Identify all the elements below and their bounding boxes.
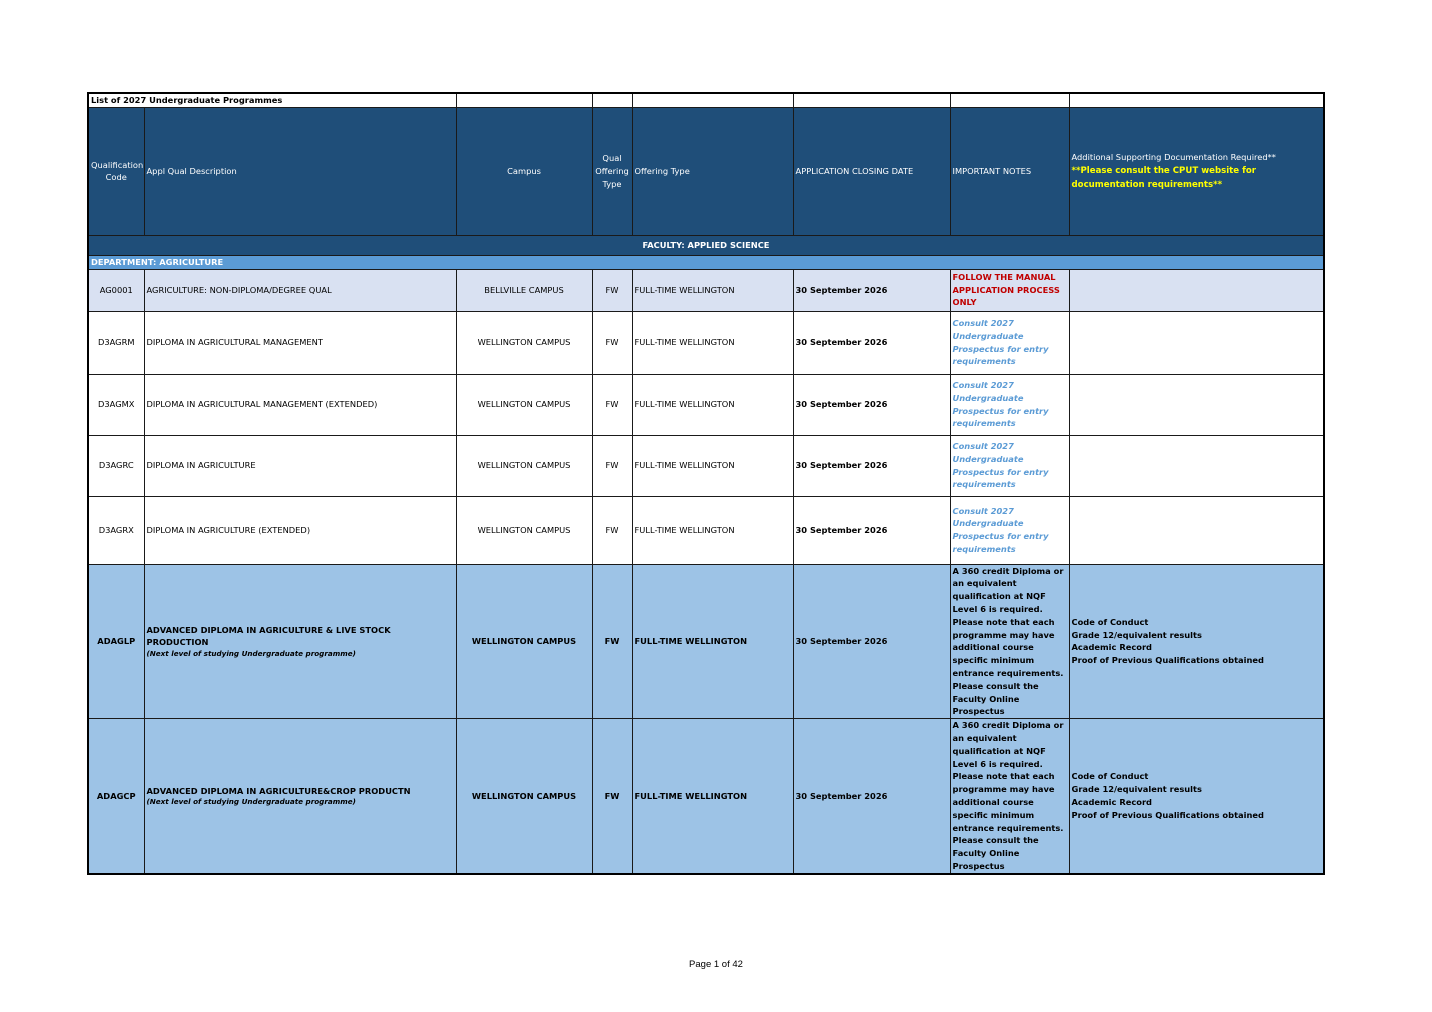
closing-date-cell: 30 September 2026 xyxy=(793,564,950,719)
offering-type-cell: FULL-TIME WELLINGTON xyxy=(632,435,793,496)
doc-item: Proof of Previous Qualifications obtained xyxy=(1071,655,1264,666)
notes-cell: Consult 2027 Undergraduate Prospectus for entry requirements xyxy=(950,374,1069,435)
column-header-row xyxy=(88,107,1324,235)
campus-cell: WELLINGTON CAMPUS xyxy=(456,374,592,435)
table-row xyxy=(88,374,1324,435)
table-row xyxy=(88,719,1324,874)
header-offering-type: Offering Type xyxy=(632,107,793,235)
qualification-description: ADVANCED DIPLOMA IN AGRICULTURE & LIVE STOCK PRODUCTION xyxy=(146,624,391,648)
docs-cell xyxy=(1069,496,1324,564)
header-closing-date: APPLICATION CLOSING DATE xyxy=(793,107,950,235)
qualification-description: DIPLOMA IN AGRICULTURAL MANAGEMENT xyxy=(144,311,456,374)
department-row xyxy=(88,255,1324,269)
table-row xyxy=(88,269,1324,311)
empty-cell xyxy=(793,93,950,107)
doc-item: Grade 12/equivalent results xyxy=(1071,784,1202,795)
table-row xyxy=(88,564,1324,719)
faculty-title: FACULTY: APPLIED SCIENCE xyxy=(88,235,1324,255)
offering-type-cell: FULL-TIME WELLINGTON xyxy=(632,719,793,874)
page-number: Page 1 of 42 xyxy=(689,959,743,970)
campus-cell: WELLINGTON CAMPUS xyxy=(456,435,592,496)
closing-date-cell: 30 September 2026 xyxy=(793,435,950,496)
header-code: Qualification Code xyxy=(88,107,144,235)
header-description: Appl Qual Description xyxy=(144,107,456,235)
offering-type-cell: FULL-TIME WELLINGTON xyxy=(632,496,793,564)
department-title: DEPARTMENT: AGRICULTURE xyxy=(88,255,1324,269)
offering-type-cell: FULL-TIME WELLINGTON xyxy=(632,564,793,719)
header-docs xyxy=(1069,107,1324,235)
table-row xyxy=(88,496,1324,564)
offering-cell: FW xyxy=(592,496,632,564)
header-offering: Qual Offering Type xyxy=(592,107,632,235)
doc-item: Academic Record xyxy=(1071,796,1152,807)
closing-date-cell: 30 September 2026 xyxy=(793,719,950,874)
table-row xyxy=(88,435,1324,496)
qualification-code: ADAGLP xyxy=(88,564,144,719)
doc-item: Code of Conduct xyxy=(1071,771,1149,782)
title-row xyxy=(88,93,1324,107)
empty-cell xyxy=(592,93,632,107)
campus-cell: BELLVILLE CAMPUS xyxy=(456,269,592,311)
empty-cell xyxy=(1069,93,1324,107)
qualification-description-cell xyxy=(144,564,456,719)
qualification-description: DIPLOMA IN AGRICULTURAL MANAGEMENT (EXTENDED) xyxy=(144,374,456,435)
campus-cell: WELLINGTON CAMPUS xyxy=(456,564,592,719)
offering-type-cell: FULL-TIME WELLINGTON xyxy=(632,269,793,311)
offering-cell: FW xyxy=(592,719,632,874)
docs-cell xyxy=(1069,269,1324,311)
empty-cell xyxy=(456,93,592,107)
doc-item: Grade 12/equivalent results xyxy=(1071,629,1202,640)
qualification-sub-description: (Next level of studying Undergraduate programme) xyxy=(146,649,356,659)
faculty-row xyxy=(88,235,1324,255)
closing-date-cell: 30 September 2026 xyxy=(793,496,950,564)
qualification-code: AG0001 xyxy=(88,269,144,311)
header-campus: Campus xyxy=(456,107,592,235)
doc-item: Proof of Previous Qualifications obtained xyxy=(1071,809,1264,820)
qualification-description: AGRICULTURE: NON-DIPLOMA/DEGREE QUAL xyxy=(144,269,456,311)
docs-cell xyxy=(1069,374,1324,435)
header-docs-highlight: **Please consult the CPUT website for documentation requirements** xyxy=(1071,165,1256,190)
notes-cell: Consult 2027 Undergraduate Prospectus for entry requirements xyxy=(950,311,1069,374)
campus-cell: WELLINGTON CAMPUS xyxy=(456,311,592,374)
qualification-description-cell xyxy=(144,719,456,874)
empty-cell xyxy=(632,93,793,107)
header-docs-label: Additional Supporting Documentation Required** xyxy=(1071,151,1276,162)
notes-cell: A 360 credit Diploma or an equivalent qualification at NQF Level 6 is required. Please note that each programme may have additional course specific minimum entrance requirements. Please consult the Faculty Online Prospectus xyxy=(950,564,1069,719)
docs-cell xyxy=(1069,564,1324,719)
qualification-code: D3AGRC xyxy=(88,435,144,496)
notes-cell: Consult 2027 Undergraduate Prospectus for entry requirements xyxy=(950,435,1069,496)
doc-item: Code of Conduct xyxy=(1071,616,1149,627)
header-notes: IMPORTANT NOTES xyxy=(950,107,1069,235)
qualification-code: D3AGRM xyxy=(88,311,144,374)
closing-date-cell: 30 September 2026 xyxy=(793,311,950,374)
notes-cell: A 360 credit Diploma or an equivalent qualification at NQF Level 6 is required. Please note that each programme may have additional course specific minimum entrance requirements. Please consult the Faculty Online Prospectus xyxy=(950,719,1069,874)
offering-type-cell: FULL-TIME WELLINGTON xyxy=(632,311,793,374)
qualification-description: ADVANCED DIPLOMA IN AGRICULTURE&CROP PRODUCTN xyxy=(146,785,411,796)
offering-cell: FW xyxy=(592,435,632,496)
offering-cell: FW xyxy=(592,311,632,374)
campus-cell: WELLINGTON CAMPUS xyxy=(456,719,592,874)
closing-date-cell: 30 September 2026 xyxy=(793,374,950,435)
campus-cell: WELLINGTON CAMPUS xyxy=(456,496,592,564)
docs-cell xyxy=(1069,719,1324,874)
empty-cell xyxy=(950,93,1069,107)
closing-date-cell: 30 September 2026 xyxy=(793,269,950,311)
qualification-code: ADAGCP xyxy=(88,719,144,874)
offering-type-cell: FULL-TIME WELLINGTON xyxy=(632,374,793,435)
programmes-table xyxy=(87,92,1325,875)
offering-cell: FW xyxy=(592,374,632,435)
document-title: List of 2027 Undergraduate Programmes xyxy=(88,93,456,107)
notes-cell: FOLLOW THE MANUAL APPLICATION PROCESS ONLY xyxy=(950,269,1069,311)
qualification-description: DIPLOMA IN AGRICULTURE (EXTENDED) xyxy=(144,496,456,564)
qualification-code: D3AGMX xyxy=(88,374,144,435)
doc-item: Academic Record xyxy=(1071,642,1152,653)
notes-cell: Consult 2027 Undergraduate Prospectus for entry requirements xyxy=(950,496,1069,564)
qualification-sub-description: (Next level of studying Undergraduate programme) xyxy=(146,797,356,807)
offering-cell: FW xyxy=(592,269,632,311)
table-row xyxy=(88,311,1324,374)
docs-cell xyxy=(1069,311,1324,374)
qualification-code: D3AGRX xyxy=(88,496,144,564)
offering-cell: FW xyxy=(592,564,632,719)
qualification-description: DIPLOMA IN AGRICULTURE xyxy=(144,435,456,496)
docs-cell xyxy=(1069,435,1324,496)
